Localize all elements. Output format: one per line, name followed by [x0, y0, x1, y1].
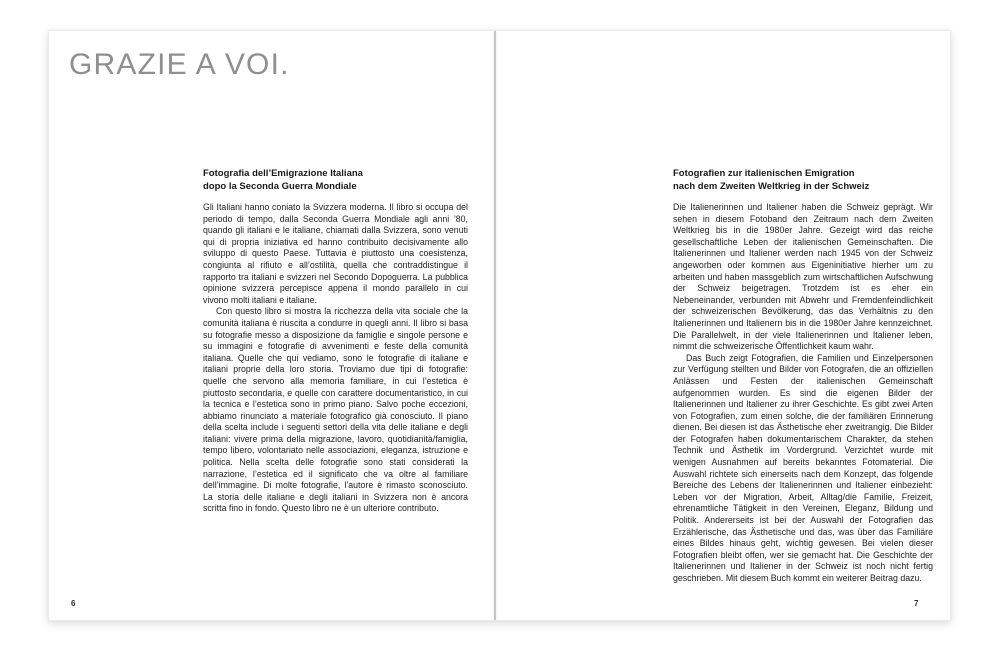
page-number-right: 7 [914, 599, 919, 608]
german-text-column [673, 167, 933, 585]
page-title: GRAZIE A VOI. [69, 48, 290, 81]
section-heading-italian [203, 167, 468, 193]
heading-line: nach dem Zweiten Weltkrieg in der Schweiz [673, 181, 870, 192]
paragraph: Die Italienerinnen und Italiener haben die Schweiz geprägt. Wir sehen in diesem Fotoband den Zeitraum nach dem Zweiten Weltkrieg bis in die 1980er Jahre. Gezeigt wird das reiche gesellschaftliche Leben der italienischen Gemeinschaften. Die Italienerinnen und Italiener werden nach 1945 von der Schweiz angeworben oder kommen aus Eigeninitiative hierher um zu arbeiten und haben massgeblich zum wirtschaftlichen Aufschwung der Schweiz beigetragen. Trotzdem ist es eher ein Nebeneinander, verbunden mit Abwehr und Fremdenfeindlichkeit der schweizerischen Bevölkerung, das das Verhältnis zu den Italienerinnen und Italienern bis in die 1980er Jahre kennzeichnet. Die Parallelwelt, in der viele Italienerinnen und Italiener leben, nimmt die schweizerische Öffentlichkeit kaum wahr. [673, 202, 933, 352]
italian-text-column [203, 167, 468, 515]
heading-line: Fotografia dell’Emigrazione Italiana [203, 168, 363, 179]
paragraph: Con questo libro si mostra la ricchezza della vita sociale che la comunità italiana è riuscita a condurre in quegli anni. Il libro si basa su fotografie messo a disposizione da famiglie e singole persone e su immagini e fotografie di avvenimenti e feste della comunità italiana. Quelle che qui vediamo, sono le fotografie di italiane e italiani proprie della loro storia. Troviamo due tipi di fotografie: quelle che servono alla memoria familiare, in cui l’estetica è piuttosto secondaria, e quelle con carattere documentaristico, in cui la tecnica e l’estetica sono in primo piano. Salvo poche eccezioni, abbiamo rinunciato a materiale fotografico già conosciuto. Il piano della scelta include i seguenti settori della vita delle italiane e degli italiani: vivere prima della migrazione, lavoro, quotidianità/famiglia, tempo libero, volontariato nelle associazioni, eleganza, istruzione e politica. Nella scelta delle fotografie sono stati considerati la narrazione, l’estetica ed il significato che va oltre al familiare dell’immagine. Di molte fotografie, l’autore è rimasto sconosciuto. La storia delle italiane e degli italiani in Svizzera non è ancora scritta fino in fondo. Questo libro ne è un ulteriore contributo. [203, 306, 468, 514]
book-gutter-divider [494, 31, 496, 620]
page-left [49, 31, 495, 620]
paragraph: Gli Italiani hanno coniato la Svizzera moderna. Il libro si occupa del periodo di tempo, dalla Seconda Guerra Mondiale agli anni ’80, quando gli italiani e le italiane, chiamati dalla Svizzera, sono venuti qui di propria iniziativa ed hanno contribuito decisivamente allo sviluppo di questo Paese. Tuttavia è piuttosto una coesistenza, congiunta al rifiuto e all’ostilità, quella che contraddistingue il rapporto tra italiani e svizzeri nel Secondo Dopoguerra. La pubblica opinione svizzera percepisce appena il mondo parallelo in cui vivono molti italiani e italiane. [203, 202, 468, 305]
paragraph: Das Buch zeigt Fotografien, die Familien und Einzelpersonen zur Verfügung stellten und Bilder von Fotografen, die an offiziellen Anlässen und Festen der italienischen Gemeinschaft aufgenommen wurden. Es sind die eigenen Bilder der Italienerinnen und Italiener zu ihrer Geschichte. Es gibt zwei Arten von Fotografien, zum einen solche, die der familiären Erinnerung dienen. Bei diesen ist das Ästhetische eher zweitrangig. Die Bilder der Fotografen haben dokumentarischem Charakter, da stehen Technik und Ästhetik im Vordergrund. Verzichtet wurde mit wenigen Ausnahmen auf bereits bekanntes Fotomaterial. Die Auswahl richtete sich einerseits nach dem Konzept, das folgende Bereiche des Lebens der Italienerinnen und Italiener einbezieht: Leben vor der Migration, Arbeit, Alltag/die Familie, Freizeit, ehrenamtliche Tätigkeit in den Vereinen, Eleganz, Bildung und Politik. Andererseits ist bei der Auswahl der Fotografien das Erzählerische, das Ästhetische und das, was über das Familiäre eines Bildes hinaus geht, wichtig gewesen. Bei vielen dieser Fotografien bleibt offen, wer sie gemacht hat. Die Geschichte der Italienerinnen und Italiener in der Schweiz ist noch nicht fertig geschrieben. Mit diesem Buch kommt ein weiterer Beitrag dazu. [673, 352, 933, 583]
page-right [497, 31, 952, 620]
page-number-left: 6 [71, 599, 76, 608]
book-spread [48, 30, 951, 621]
heading-line: dopo la Seconda Guerra Mondiale [203, 181, 357, 192]
heading-line: Fotografien zur italienischen Emigration [673, 168, 855, 179]
section-heading-german [673, 167, 933, 193]
